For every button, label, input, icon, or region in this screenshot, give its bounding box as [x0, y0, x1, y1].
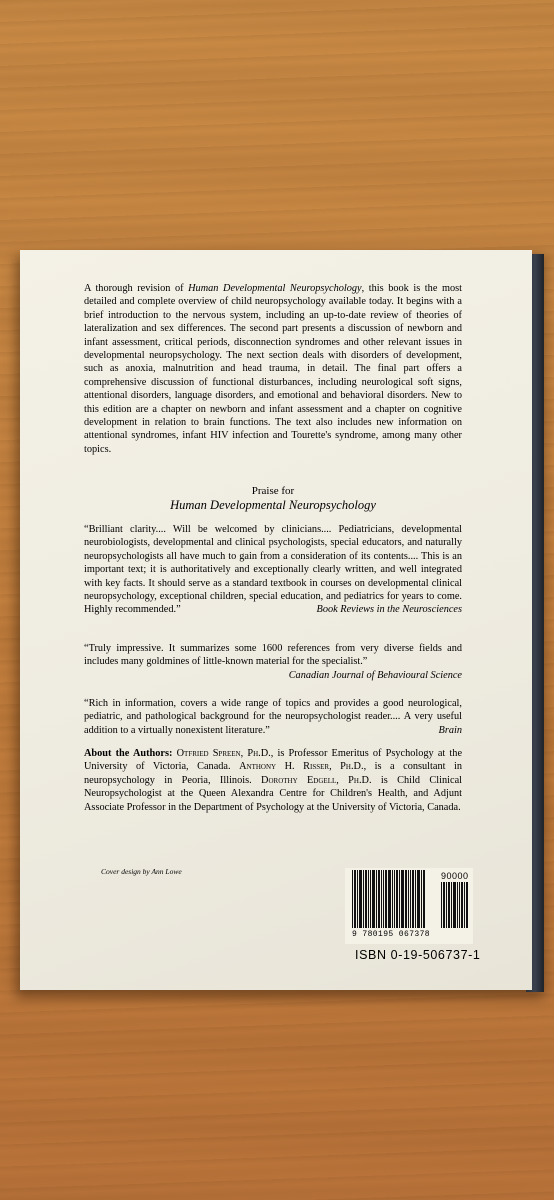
- review-quote-3: [84, 697, 462, 737]
- book-description: [84, 282, 462, 456]
- quote-text: “Truly impressive. It summarizes some 1600 references from very diverse fields and includes many goldmines of little-known material for the specialist.”: [84, 643, 462, 668]
- isbn-number: ISBN 0-19-506737-1: [355, 948, 481, 962]
- cover-design-credit: Cover design by Ann Lowe: [101, 867, 182, 876]
- isbn-barcode: [352, 870, 438, 928]
- about-the-authors: [84, 747, 462, 814]
- author-name-3: Dorothy Edgell, Ph.D.: [261, 774, 372, 786]
- blurb-title-reference: Human Developmental Neuropsychology: [188, 283, 362, 294]
- price-barcode: [441, 882, 473, 928]
- quote-source: Brain: [438, 724, 462, 736]
- review-quote-1: [84, 523, 462, 617]
- praise-for-label: Praise for: [251, 485, 295, 497]
- author-name-2: Anthony H. Risser, Ph.D.: [239, 761, 364, 773]
- barcode-digits: 9 780195 067378: [352, 930, 431, 939]
- quote-text: “Rich in information, covers a wide range of topics and provides a good neurological, pediatric, and pathological background for the neuropsychologist reader.... A very useful addition to a virtually nonexistent literature.”: [84, 698, 462, 736]
- praise-heading: [84, 484, 462, 513]
- blurb-text-start: A thorough revision of: [84, 283, 189, 294]
- review-quote-2: [84, 642, 462, 682]
- about-label: About the Authors:: [84, 748, 173, 759]
- quote-text: “Brilliant clarity.... Will be welcomed by clinicians.... Pediatricians, developmental neurobiologists, developmental and clinical psychologists, special educators, and naturally neuropsychologists all have much to gain from a consideration of its contents.... This is an important text; it is authoritatively and exceptionally clearly written, and well integrated with key facts. It should serve as a standard textbook in courses on developmental clinical neuropsychology, exceptional children, special education, and pediatrics for years to come. Highly recommended.”: [84, 524, 462, 616]
- author-bio-2: , is a consultant in neuropsychology in Peoria, Illinois.: [84, 761, 463, 786]
- quote-source: Book Reviews in the Neurosciences: [316, 604, 462, 616]
- author-bio-3: is Child Clinical Neuropsychologist at the Queen Alexandra Centre for Children's Health, and Adjunt Associate Professor in the Department of Psychology at the University of Victoria, Canada.: [84, 774, 463, 813]
- author-bio-1: , is Professor Emeritus of Psychology at the University of Victoria, Canada.: [84, 748, 463, 773]
- blurb-text-body: , this book is the most detailed and complete overview of child neuropsychology available today. It begins with a brief introduction to the nervous system, including an up-to-date review of theories of lateralization and sex differences. The second part presents a discussion of newborn and infant assessment, critical periods, disconnection syndromes and other relevant issues in developmental neuropsychology. The next section deals with disorders of development, such as anoxia, malnutrition and head trauma, in detail. The final part offers a comprehensive discussion of functional disturbances, including neurological soft signs, attentional disorders, language disorders, and emotional and behavioral disorders. New to this edition are a chapter on newborn and infant assessment and a chapter on cognitive development in relation to brain functions. The text also includes new information on attentional syndromes, infant HIV infection and Tourette's syndrome, among many other topics.: [84, 283, 462, 455]
- author-name-1: Otfried Spreen, Ph.D.: [176, 748, 271, 759]
- price-code: 90000: [441, 871, 469, 881]
- praise-book-title: Human Developmental Neuropsychology: [170, 498, 376, 512]
- quote-source: Canadian Journal of Behavioural Science: [288, 669, 462, 681]
